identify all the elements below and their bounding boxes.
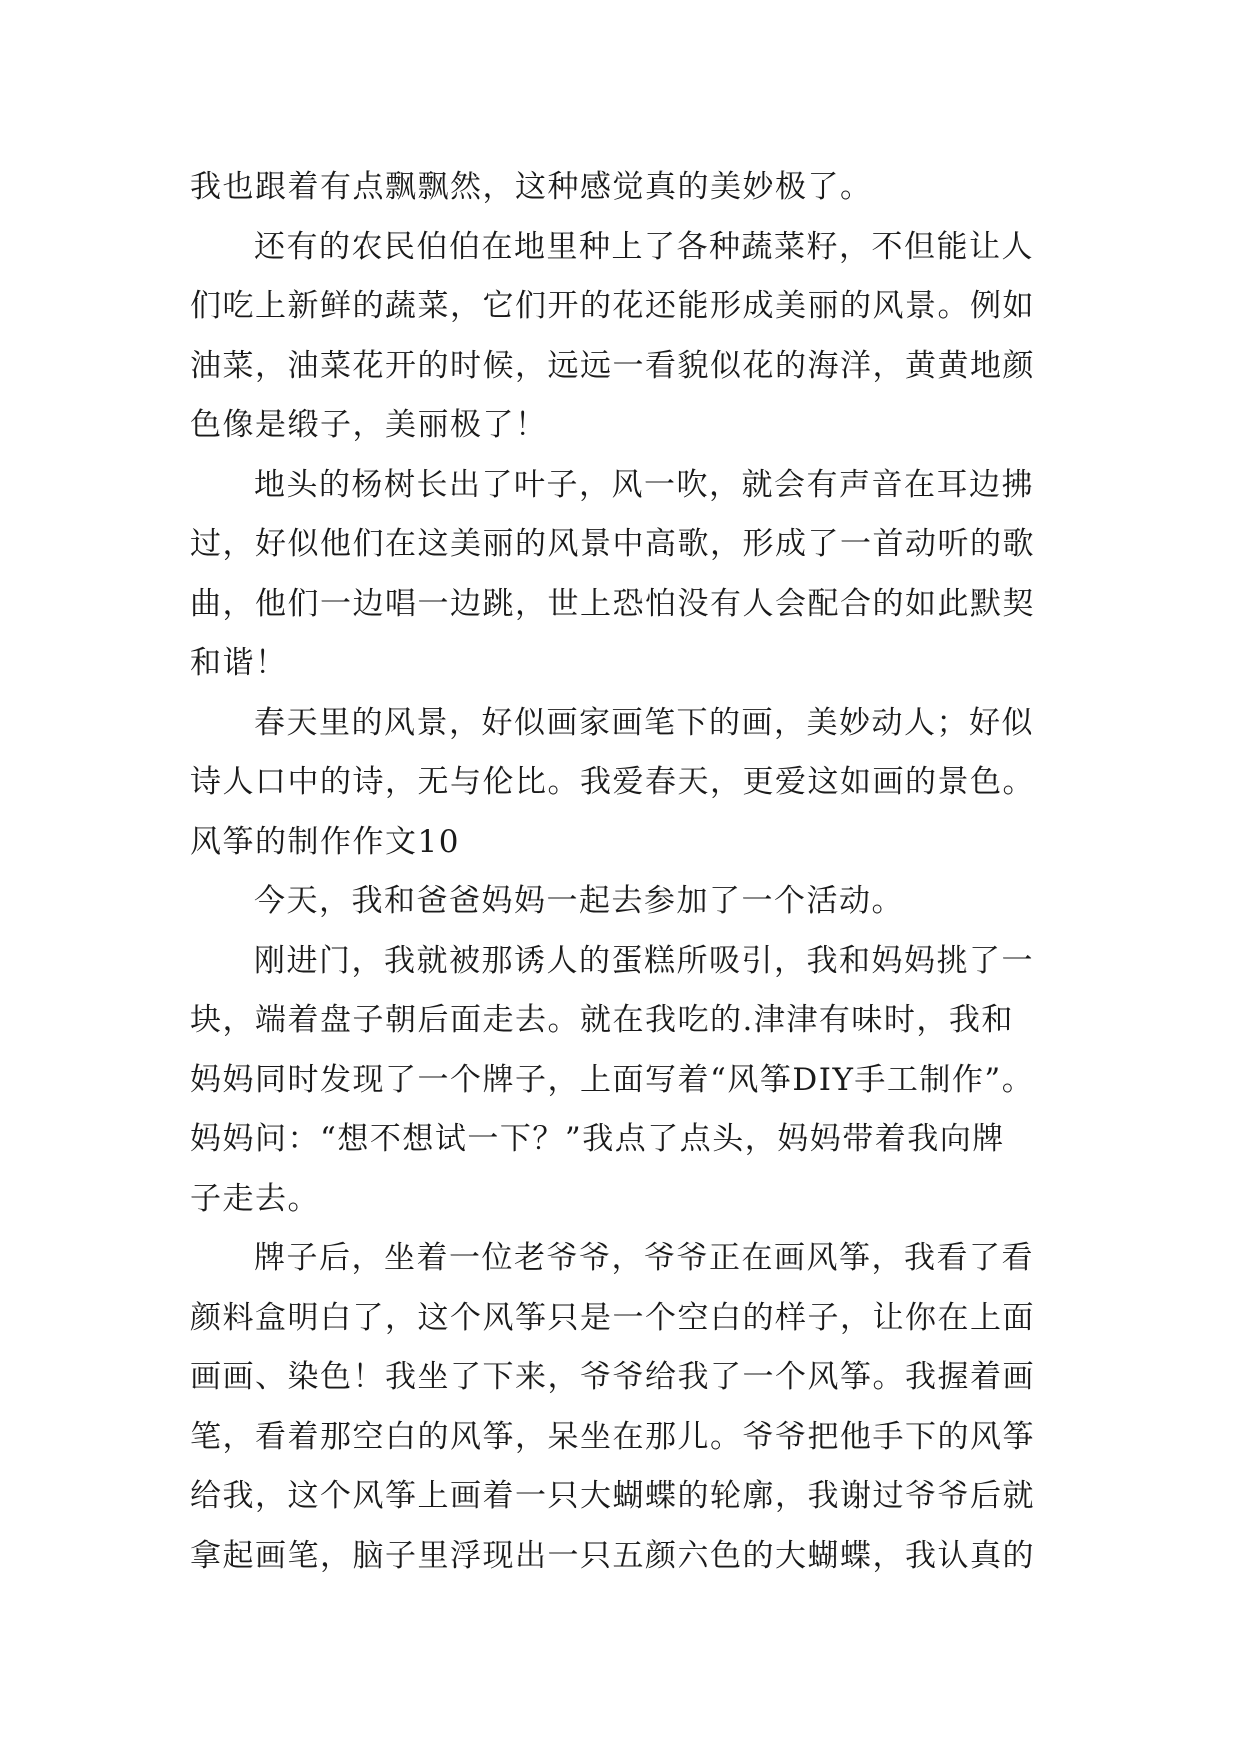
text-line: 春天里的风景，好似画家画笔下的画，美妙动人；好似 bbox=[254, 704, 1034, 741]
text-line: 颜料盒明白了，这个风筝只是一个空白的样子，让你在上面 bbox=[190, 1299, 1035, 1336]
text-line: 妈妈问：“想不想试一下？”我点了点头，妈妈带着我向牌 bbox=[190, 1121, 1005, 1157]
text-line: 油菜，油菜花开的时候，远远一看貌似花的海洋，黄黄地颜 bbox=[190, 347, 1035, 384]
text-line: 曲，他们一边唱一边跳，世上恐怕没有人会配合的如此默契 bbox=[190, 585, 1035, 622]
text-line: 色像是缎子，美丽极了！ bbox=[190, 407, 548, 443]
document-body bbox=[190, 158, 1060, 1586]
text-line: 块，端着盘子朝后面走去。就在我吃的.津津有味时，我和 bbox=[190, 1002, 1014, 1038]
text-line: 妈妈同时发现了一个牌子，上面写着“风筝DIY手工制作”。 bbox=[190, 1061, 1035, 1098]
text-line: 笔，看着那空白的风筝，呆坐在那儿。爷爷把他手下的风筝 bbox=[190, 1418, 1035, 1455]
text-line: 给我，这个风筝上画着一只大蝴蝶的轮廓，我谢过爷爷后就 bbox=[190, 1478, 1035, 1514]
text-line: 刚进门，我就被那诱人的蛋糕所吸引，我和妈妈挑了一 bbox=[254, 942, 1034, 979]
text-line: 我也跟着有点飘飘然，这种感觉真的美妙极了。 bbox=[190, 169, 873, 205]
text-line: 子走去。 bbox=[190, 1180, 320, 1217]
text-line: 诗人口中的诗，无与伦比。我爱春天，更爱这如画的景色。 bbox=[190, 764, 1035, 800]
text-line: 地头的杨树长出了叶子，风一吹，就会有声音在耳边拂 bbox=[254, 466, 1034, 503]
text-line: 画画、染色！我坐了下来，爷爷给我了一个风筝。我握着画 bbox=[190, 1359, 1035, 1395]
text-line: 牌子后，坐着一位老爷爷，爷爷正在画风筝，我看了看 bbox=[254, 1240, 1034, 1276]
text-line: 和谐！ bbox=[190, 645, 288, 681]
text-line: 过，好似他们在这美丽的风景中高歌，形成了一首动听的歌 bbox=[190, 526, 1035, 562]
text-line: 们吃上新鲜的蔬菜，它们开的花还能形成美丽的风景。例如 bbox=[190, 288, 1035, 324]
section-title: 风筝的制作作文10 bbox=[190, 823, 460, 860]
text-line: 拿起画笔，脑子里浮现出一只五颜六色的大蝴蝶，我认真的 bbox=[190, 1537, 1035, 1574]
text-line: 还有的农民伯伯在地里种上了各种蔬菜籽，不但能让人 bbox=[254, 228, 1034, 265]
text-line: 今天，我和爸爸妈妈一起去参加了一个活动。 bbox=[254, 883, 904, 919]
